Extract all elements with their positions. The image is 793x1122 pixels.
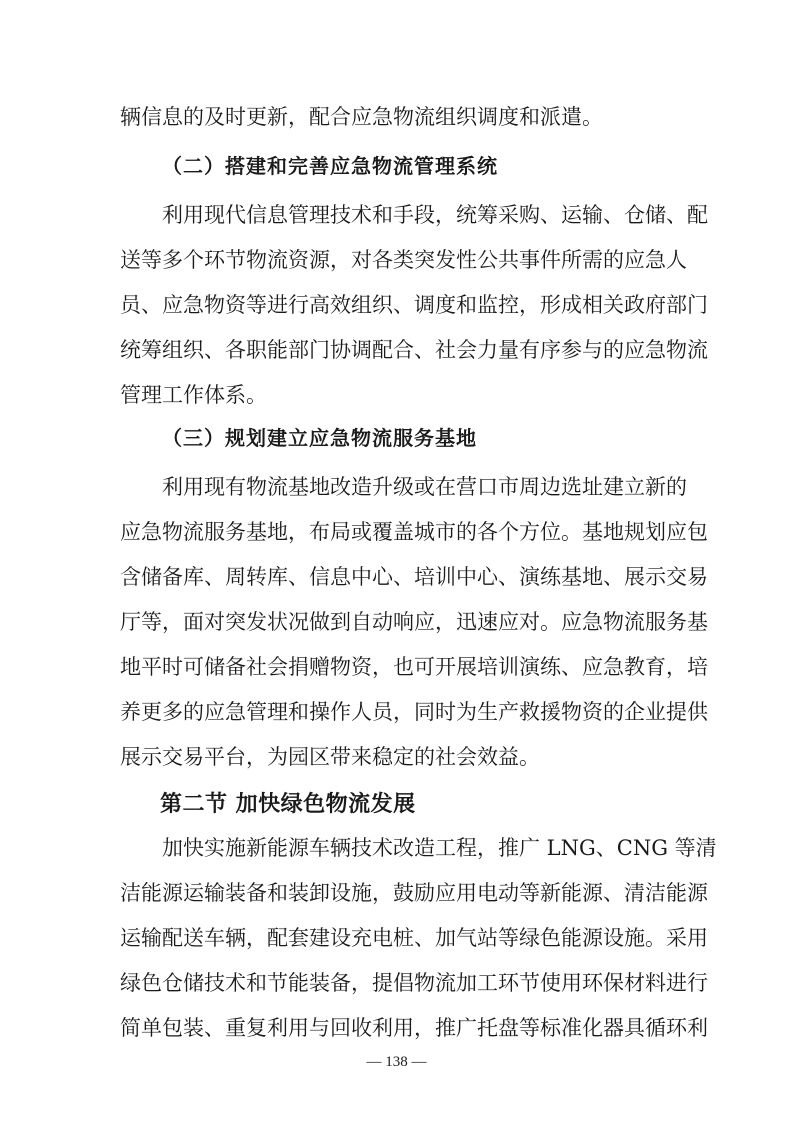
paragraph-line: 加快实施新能源车辆技术改造工程，推广 LNG、CNG 等清 — [162, 836, 717, 860]
subsection-heading: （二）搭建和完善应急物流管理系统 — [162, 154, 498, 178]
paragraph-line: 展示交易平台，为园区带来稳定的社会效益。 — [120, 745, 540, 769]
page-number: — 138 — — [366, 1054, 427, 1070]
paragraph-line: 洁能源运输装备和装卸设施，鼓励应用电动等新能源、清洁能源 — [120, 881, 708, 905]
paragraph-line: 应急物流服务基地，布局或覆盖城市的各个方位。基地规划应包 — [120, 520, 708, 544]
paragraph-line: 员、应急物资等进行高效组织、调度和监控，形成相关政府部门 — [120, 293, 708, 317]
subsection-heading: （三）规划建立应急物流服务基地 — [162, 426, 477, 450]
section-heading: 第二节 加快绿色物流发展 — [160, 792, 416, 817]
paragraph-line: 利用现有物流基地改造升级或在营口市周边选址建立新的 — [162, 475, 687, 499]
paragraph-line: 地平时可储备社会捐赠物资，也可开展培训演练、应急教育，培 — [120, 655, 708, 679]
paragraph-line: 管理工作体系。 — [120, 383, 267, 407]
paragraph-line: 养更多的应急管理和操作人员，同时为生产救援物资的企业提供 — [120, 700, 708, 724]
paragraph-line: 运输配送车辆，配套建设充电桩、加气站等绿色能源设施。采用 — [120, 926, 708, 950]
paragraph-line: 厅等，面对突发状况做到自动响应，迅速应对。应急物流服务基 — [120, 610, 708, 634]
paragraph-line: 利用现代信息管理技术和手段，统筹采购、运输、仓储、配 — [162, 203, 708, 227]
paragraph-line: 绿色仓储技术和节能装备，提倡物流加工环节使用环保材料进行 — [120, 971, 708, 995]
paragraph-line: 简单包装、重复利用与回收利用，推广托盘等标准化器具循环利 — [120, 1016, 708, 1040]
paragraph-line: 辆信息的及时更新，配合应急物流组织调度和派遣。 — [120, 105, 603, 129]
paragraph-line: 送等多个环节物流资源，对各类突发性公共事件所需的应急人 — [120, 248, 687, 272]
paragraph-line: 统筹组织、各职能部门协调配合、社会力量有序参与的应急物流 — [120, 338, 708, 362]
paragraph-line: 含储备库、周转库、信息中心、培训中心、演练基地、展示交易 — [120, 565, 708, 589]
